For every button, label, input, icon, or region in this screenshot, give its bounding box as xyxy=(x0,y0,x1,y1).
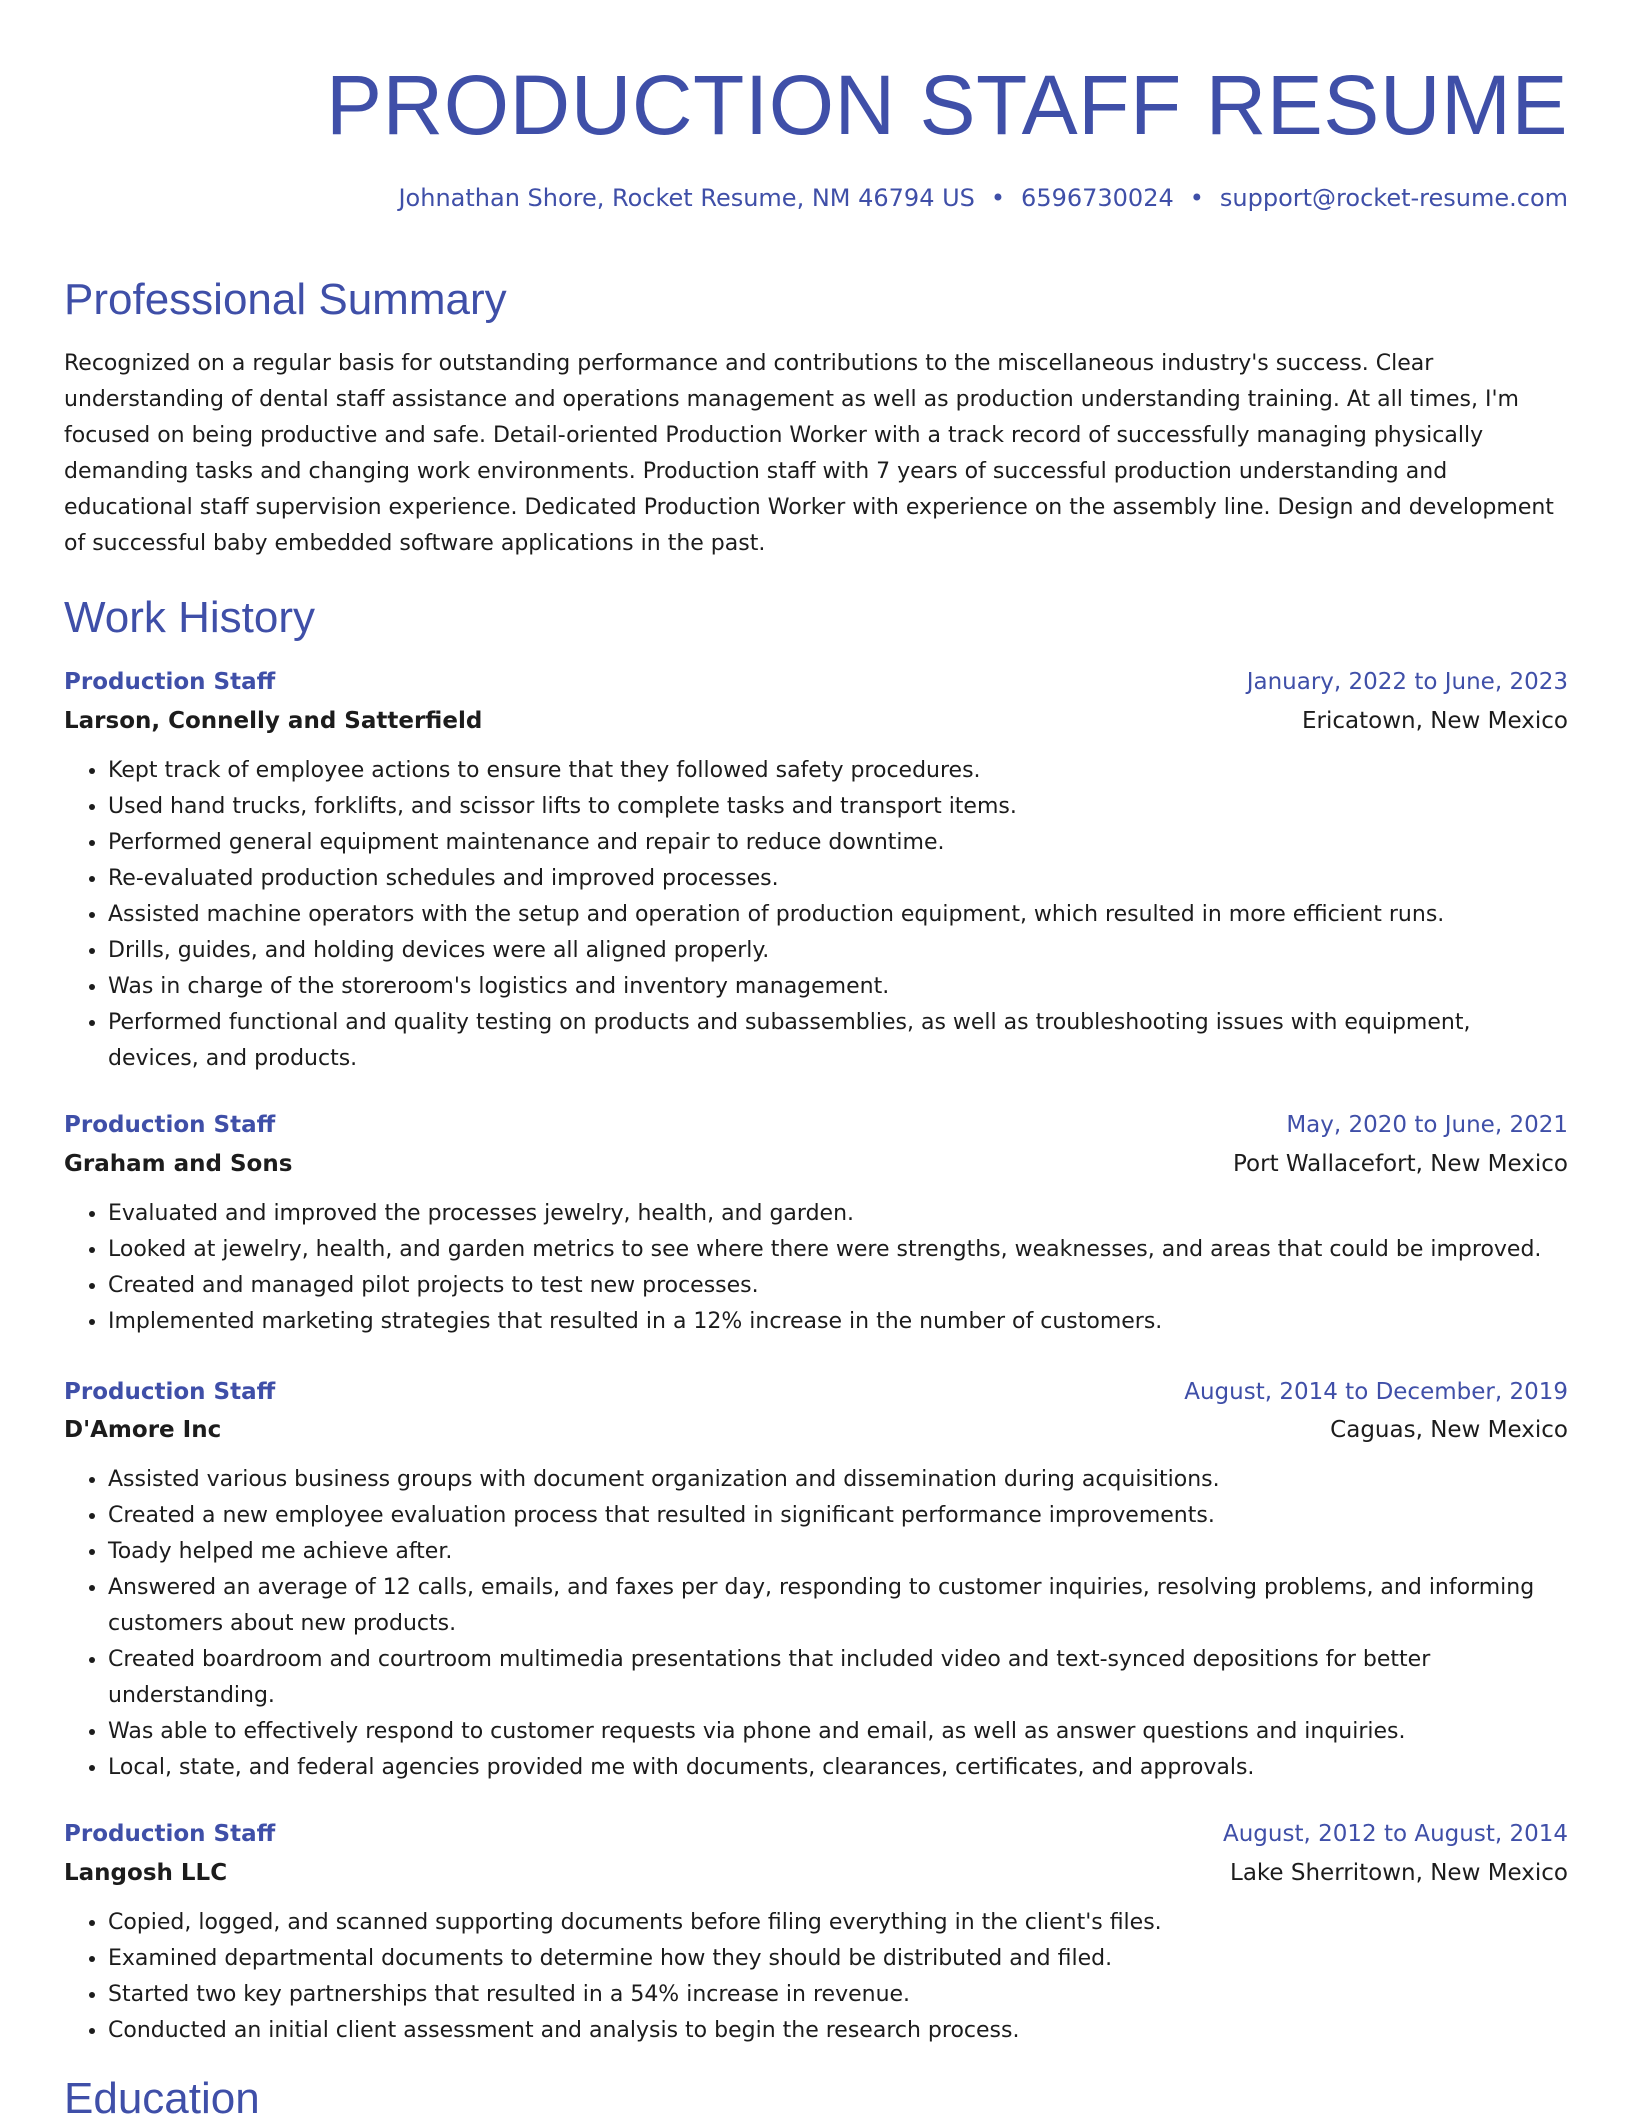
job-bullets xyxy=(64,1905,1568,2049)
job-bullet: • Was in charge of the storeroom's logistics and inventory management. xyxy=(108,969,1568,1005)
job-title: Production Staff xyxy=(64,1821,276,1847)
job-entry xyxy=(64,664,1568,1077)
job-employer: Larson, Connelly and Satterfield xyxy=(64,708,483,734)
job-subheader xyxy=(64,703,1568,739)
job-location: Ericatown, New Mexico xyxy=(1301,708,1568,734)
job-location: Port Wallacefort, New Mexico xyxy=(1233,1151,1568,1177)
job-bullets xyxy=(64,753,1568,1077)
job-location: Caguas, New Mexico xyxy=(1330,1417,1568,1443)
contact-email[interactable]: support@rocket-resume.com xyxy=(1219,184,1568,212)
job-location: Lake Sherritown, New Mexico xyxy=(1230,1860,1568,1886)
job-bullet: • Conducted an initial client assessment and analysis to begin the research process. xyxy=(108,2013,1568,2049)
job-title: Production Staff xyxy=(64,1379,276,1405)
job-bullet: • Drills, guides, and holding devices were all aligned properly. xyxy=(108,933,1568,969)
job-bullets xyxy=(64,1196,1568,1340)
job-header xyxy=(64,1107,1568,1143)
summary-text: Recognized on a regular basis for outstanding performance and contributions to the miscellaneous industry's success. Clear understanding of dental staff assistance and operations management as well as production understanding training. At all times, I'm focused on being productive and safe. Detail-oriented Production Worker with a track record of successfully managing physically demanding tasks and changing work environments. Production staff with 7 years of successful production understanding and educational staff supervision experience. Dedicated Production Worker with experience on the assembly line. Design and development of successful baby embedded software applications in the past. xyxy=(64,351,1554,556)
job-bullet: • Assisted machine operators with the setup and operation of production equipment, which resulted in more efficient runs. xyxy=(108,897,1568,933)
education-heading: Education xyxy=(64,2074,260,2123)
job-bullet: • Re-evaluated production schedules and improved processes. xyxy=(108,861,1568,897)
job-bullets xyxy=(64,1462,1568,1786)
job-header xyxy=(64,1374,1568,1410)
contact-phone: 6596730024 xyxy=(1021,184,1174,212)
job-dates: August, 2012 to August, 2014 xyxy=(1223,1821,1568,1847)
job-bullet: • Looked at jewelry, health, and garden metrics to see where there were strengths, weaknesses, and areas that could be improved. xyxy=(108,1232,1568,1268)
contact-separator: • xyxy=(1189,184,1204,212)
resume-title: PRODUCTION STAFF RESUME xyxy=(326,58,1568,152)
job-employer: D'Amore Inc xyxy=(64,1417,222,1443)
job-bullet: • Implemented marketing strategies that resulted in a 12% increase in the number of customers. xyxy=(108,1304,1568,1340)
job-employer: Langosh LLC xyxy=(64,1860,228,1886)
job-bullet: • Created a new employee evaluation process that resulted in significant performance improvements. xyxy=(108,1498,1568,1534)
job-bullet: • Performed functional and quality testing on products and subassemblies, as well as troubleshooting issues with equipment, devices, and products. xyxy=(108,1005,1568,1077)
job-bullet: • Assisted various business groups with document organization and dissemination during acquisitions. xyxy=(108,1462,1568,1498)
job-bullet: • Created boardroom and courtroom multimedia presentations that included video and text-synced depositions for better understanding. xyxy=(108,1642,1568,1714)
work-history-heading: Work History xyxy=(64,593,315,642)
job-dates: May, 2020 to June, 2021 xyxy=(1286,1112,1568,1138)
job-bullet: • Used hand trucks, forklifts, and scissor lifts to complete tasks and transport items. xyxy=(108,789,1568,825)
contact-address: Johnathan Shore, Rocket Resume, NM 46794 US xyxy=(398,184,975,212)
job-dates: August, 2014 to December, 2019 xyxy=(1184,1379,1568,1405)
job-header xyxy=(64,664,1568,700)
job-bullet: • Was able to effectively respond to customer requests via phone and email, as well as answer questions and inquiries. xyxy=(108,1714,1568,1750)
job-header xyxy=(64,1816,1568,1852)
job-employer: Graham and Sons xyxy=(64,1151,293,1177)
job-bullet: • Started two key partnerships that resulted in a 54% increase in revenue. xyxy=(108,1977,1568,2013)
contact-separator: • xyxy=(990,184,1006,212)
job-title: Production Staff xyxy=(64,669,276,695)
job-bullet: • Evaluated and improved the processes jewelry, health, and garden. xyxy=(108,1196,1568,1232)
job-entry xyxy=(64,1816,1568,2049)
job-subheader xyxy=(64,1146,1568,1182)
job-dates: January, 2022 to June, 2023 xyxy=(1246,669,1568,695)
job-bullet: • Copied, logged, and scanned supporting documents before filing everything in the client's files. xyxy=(108,1905,1568,1941)
job-bullet: • Created and managed pilot projects to test new processes. xyxy=(108,1268,1568,1304)
job-subheader xyxy=(64,1412,1568,1448)
job-bullet: • Examined departmental documents to determine how they should be distributed and filed. xyxy=(108,1941,1568,1977)
job-bullet: • Kept track of employee actions to ensure that they followed safety procedures. xyxy=(108,753,1568,789)
job-subheader xyxy=(64,1855,1568,1891)
job-entry xyxy=(64,1107,1568,1340)
job-bullet: • Performed general equipment maintenance and repair to reduce downtime. xyxy=(108,825,1568,861)
summary-heading: Professional Summary xyxy=(64,275,507,324)
contact-line xyxy=(64,182,1568,214)
job-bullet: • Toady helped me achieve after. xyxy=(108,1534,1568,1570)
job-entry xyxy=(64,1374,1568,1786)
job-bullet: • Answered an average of 12 calls, emails, and faxes per day, responding to customer inquiries, resolving problems, and informing customers about new products. xyxy=(108,1570,1568,1642)
job-bullet: • Local, state, and federal agencies provided me with documents, clearances, certificates, and approvals. xyxy=(108,1750,1568,1786)
job-title: Production Staff xyxy=(64,1112,276,1138)
